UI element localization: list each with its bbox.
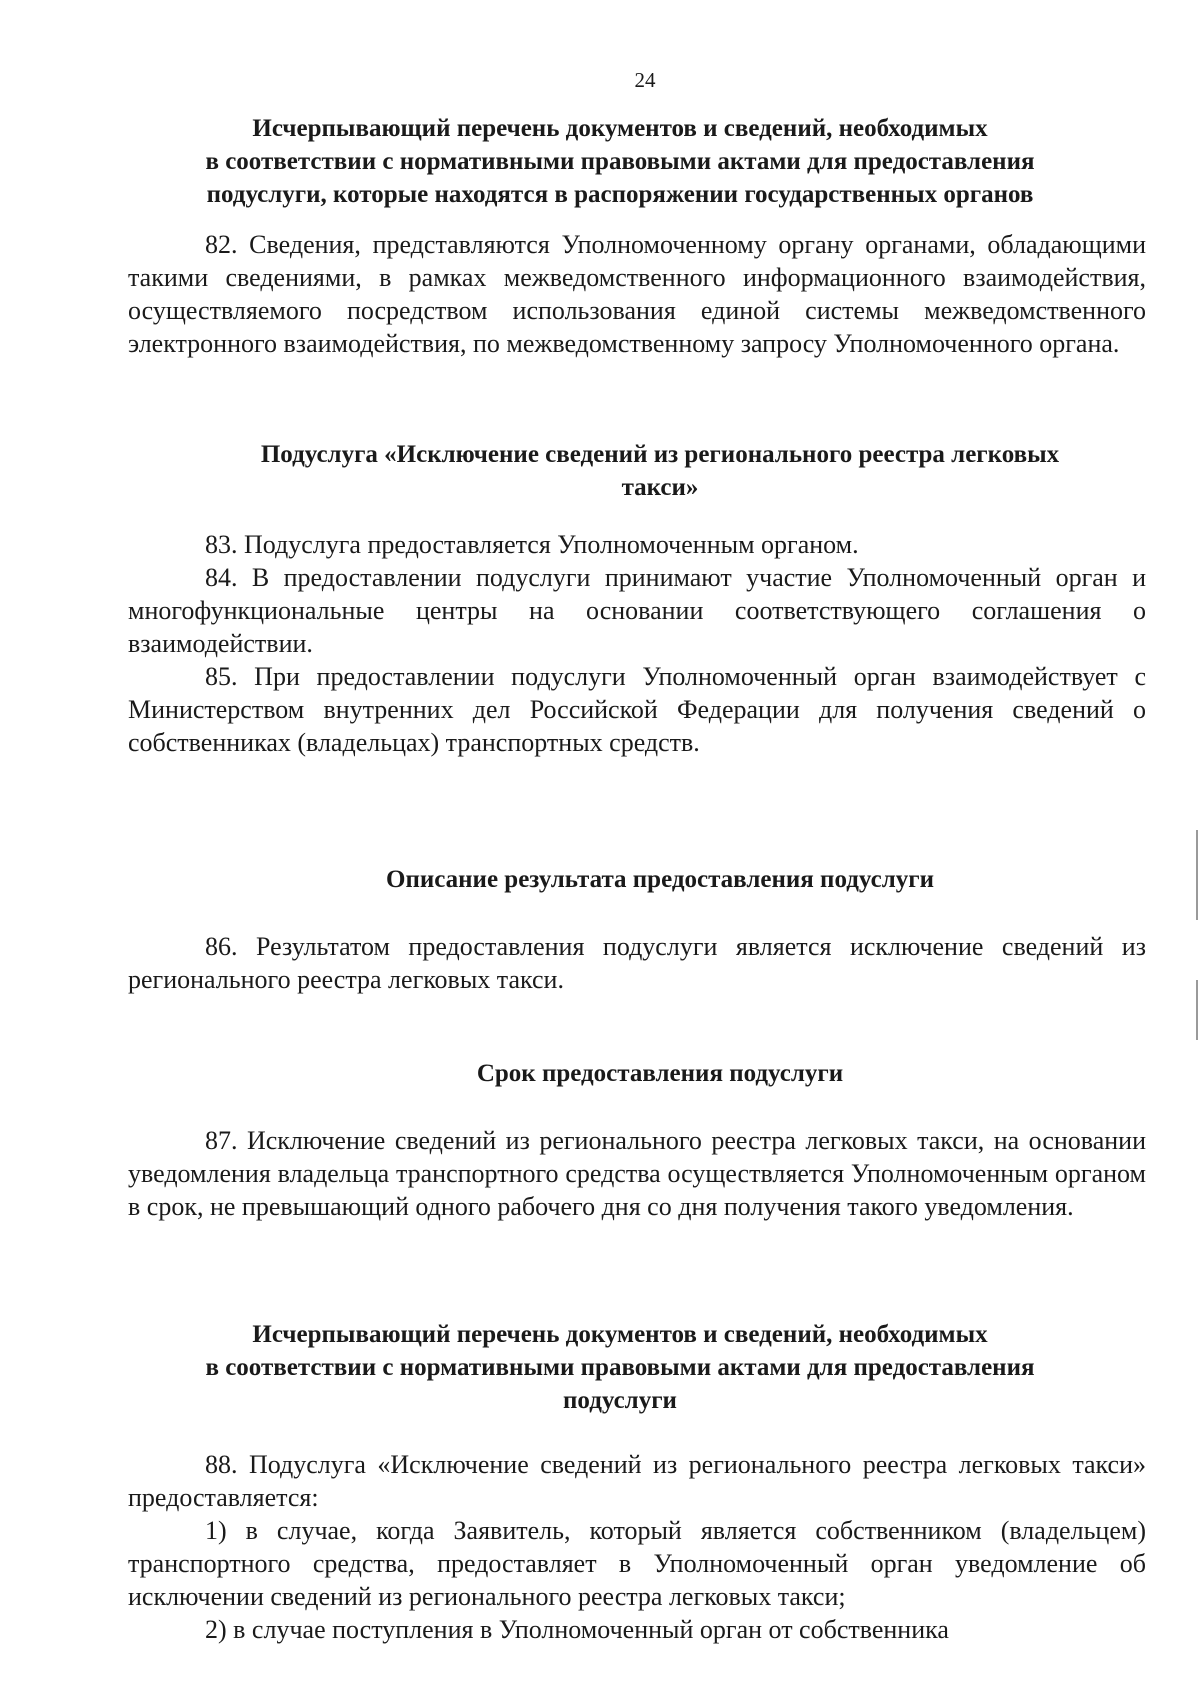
paragraph: 86. Результатом предоставления подуслуги является исключение сведений из регионального реестра легковых такси. (128, 932, 1146, 994)
heading-line: Исчерпывающий перечень документов и сведений, необходимых (252, 1321, 988, 1348)
heading-line: такси» (621, 474, 699, 501)
paragraph: 87. Исключение сведений из регионального реестра легковых такси, на основании уведомления владельца транспортного средства осуществляется Уполномоченным органом в срок, не превышающий одного рабочего дня со дня получения такого уведомления. (128, 1126, 1146, 1221)
paragraph: 85. При предоставлении подуслуги Уполномоченный орган взаимодействует с Министерством внутренних дел Российской Федерации для получения сведений о собственниках (владельцах) транспортных средств. (128, 662, 1146, 757)
section-heading (120, 112, 1120, 211)
paragraph: 1) в случае, когда Заявитель, который является собственником (владельцем) транспортного средства, предоставляет в Уполномоченный орган уведомление об исключении сведений из регионального реестра легковых такси; (128, 1516, 1146, 1611)
section-heading (170, 438, 1150, 504)
heading-line: подуслуги, которые находятся в распоряжении государственных органов (206, 181, 1034, 208)
scan-artifact (1196, 830, 1198, 920)
heading-line: Исчерпывающий перечень документов и сведений, необходимых (252, 115, 988, 142)
heading-line: Подуслуга «Исключение сведений из регионального реестра легковых (260, 441, 1060, 468)
heading-line: подуслуги (563, 1387, 677, 1414)
section-heading (120, 1318, 1120, 1417)
heading-line: в соответствии с нормативными правовыми актами для предоставления (205, 148, 1035, 175)
heading-line: Описание результата предоставления подуслуги (386, 866, 934, 893)
paragraph: 88. Подуслуга «Исключение сведений из регионального реестра легковых такси» предоставляется: (128, 1450, 1146, 1512)
section-heading (170, 863, 1150, 896)
paragraph: 84. В предоставлении подуслуги принимают участие Уполномоченный орган и многофункциональные центры на основании соответствующего соглашения о взаимодействии. (128, 563, 1146, 658)
page-number: 24 (634, 68, 656, 92)
scan-artifact (1196, 980, 1198, 1040)
paragraph: 82. Сведения, представляются Уполномоченному органу органами, обладающими такими сведениями, в рамках межведомственного информационного взаимодействия, осуществляемого посредством использования единой системы межведомственного электронного взаимодействия, по межведомственному запросу Уполномоченного органа. (128, 230, 1146, 358)
heading-line: в соответствии с нормативными правовыми актами для предоставления (205, 1354, 1035, 1381)
paragraph: 83. Подуслуга предоставляется Уполномоченным органом. (205, 530, 859, 559)
paragraph: 2) в случае поступления в Уполномоченный орган от собственника (205, 1615, 949, 1644)
heading-line: Срок предоставления подуслуги (476, 1060, 844, 1087)
section-heading (170, 1057, 1150, 1090)
